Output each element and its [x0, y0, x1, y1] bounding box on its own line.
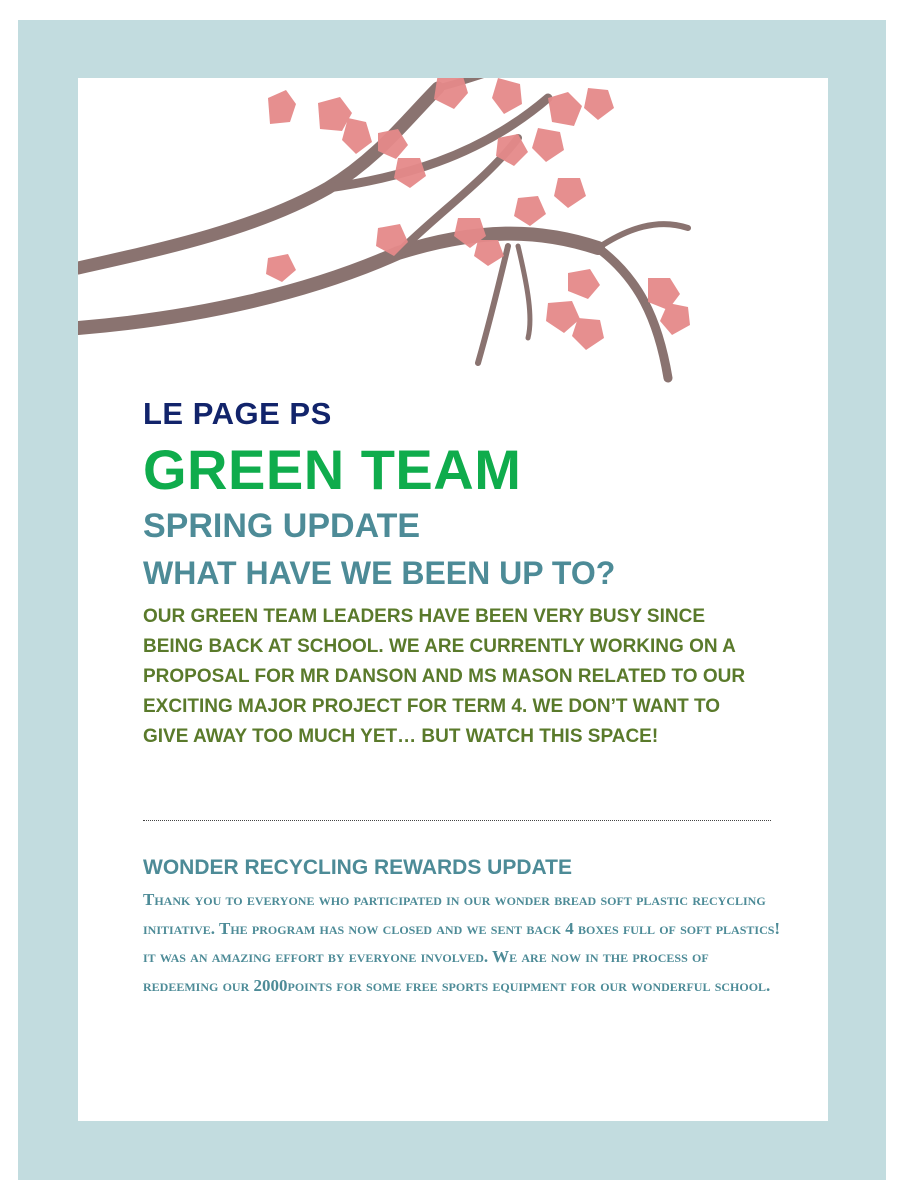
- section-body-updates: OUR GREEN TEAM LEADERS HAVE BEEN VERY BUSY SINCE BEING BACK AT SCHOOL. WE ARE CURRENTLY WORKING ON A PROPOSAL FOR MR DANSON AND MS MASON RELATED TO OUR EXCITING MAJOR PROJECT FOR TERM 4. WE DON’T WANT TO GIVE AWAY TOO MUCH YET… BUT WATCH THIS SPACE!: [143, 606, 746, 747]
- newsletter-page: [78, 78, 828, 1121]
- newsletter-content: [143, 396, 783, 995]
- blossom-branch-illustration: [78, 78, 828, 398]
- school-name: LE PAGE PS: [143, 396, 332, 431]
- section-body-recycling: Thank you to everyone who participated in our wonder bread soft plastic recycling initiative. The program has now closed and we sent back 4 boxes full of soft plastics! it was an amazing effort by everyone involved. We are now in the process of redeeming our 2000points for some free sports equipment for our wonderful school.: [143, 890, 781, 995]
- team-title: GREEN TEAM: [143, 438, 522, 501]
- dotted-divider: [143, 820, 771, 821]
- season-subtitle: SPRING UPDATE: [143, 507, 421, 545]
- section-heading-recycling: WONDER RECYCLING REWARDS UPDATE: [143, 856, 572, 879]
- section-heading-updates: WHAT HAVE WE BEEN UP TO?: [143, 555, 616, 591]
